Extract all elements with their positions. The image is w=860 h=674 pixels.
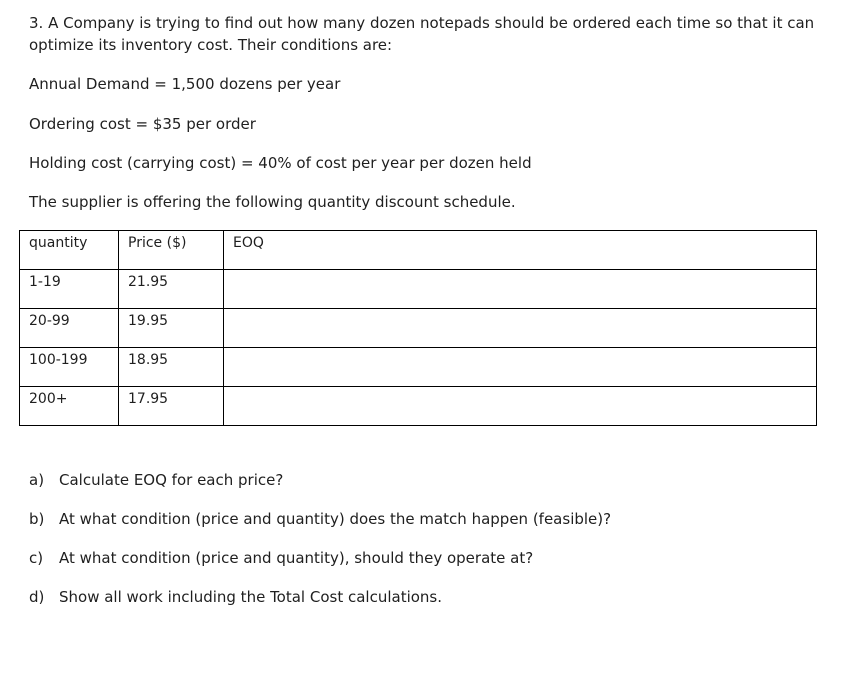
question-text: At what condition (price and quantity), should they operate at? <box>59 549 534 567</box>
quantity-cell: 100-199 <box>20 348 119 387</box>
discount-schedule-table <box>19 230 817 426</box>
price-cell: 19.95 <box>119 309 224 348</box>
eoq-cell <box>224 387 817 426</box>
eoq-cell <box>224 270 817 309</box>
price-cell: 18.95 <box>119 348 224 387</box>
schedule-intro-text: The supplier is offering the following quantity discount schedule. <box>29 193 516 211</box>
price-cell: 21.95 <box>119 270 224 309</box>
question-item <box>29 586 611 625</box>
price-cell: 17.95 <box>119 387 224 426</box>
quantity-cell: 20-99 <box>20 309 119 348</box>
question-item <box>29 547 611 586</box>
question-text: Show all work including the Total Cost calculations. <box>59 588 443 606</box>
question-letter: b) <box>29 510 45 528</box>
ordering-cost-text: Ordering cost = $35 per order <box>29 115 256 133</box>
question-text: Calculate EOQ for each price? <box>59 471 284 489</box>
question-item <box>29 508 611 547</box>
eoq-cell <box>224 348 817 387</box>
problem-intro-line-2: optimize its inventory cost. Their conditions are: <box>29 36 393 54</box>
question-letter: c) <box>29 549 44 567</box>
table-row <box>20 348 817 387</box>
table-header-row <box>20 231 817 270</box>
quantity-cell: 200+ <box>20 387 119 426</box>
question-item <box>29 469 611 508</box>
header-quantity: quantity <box>20 231 119 270</box>
eoq-cell <box>224 309 817 348</box>
question-text: At what condition (price and quantity) does the match happen (feasible)? <box>59 510 612 528</box>
header-price: Price ($) <box>119 231 224 270</box>
header-eoq: EOQ <box>224 231 817 270</box>
question-letter: d) <box>29 588 45 606</box>
question-letter: a) <box>29 471 45 489</box>
problem-statement <box>29 12 814 56</box>
quantity-cell: 1-19 <box>20 270 119 309</box>
table-row <box>20 270 817 309</box>
annual-demand-text: Annual Demand = 1,500 dozens per year <box>29 75 341 93</box>
question-list <box>29 469 611 625</box>
table-row <box>20 387 817 426</box>
table-row <box>20 309 817 348</box>
problem-intro-line-1: 3. A Company is trying to find out how many dozen notepads should be ordered each time so that it can <box>29 14 815 32</box>
holding-cost-text: Holding cost (carrying cost) = 40% of cost per year per dozen held <box>29 154 532 172</box>
